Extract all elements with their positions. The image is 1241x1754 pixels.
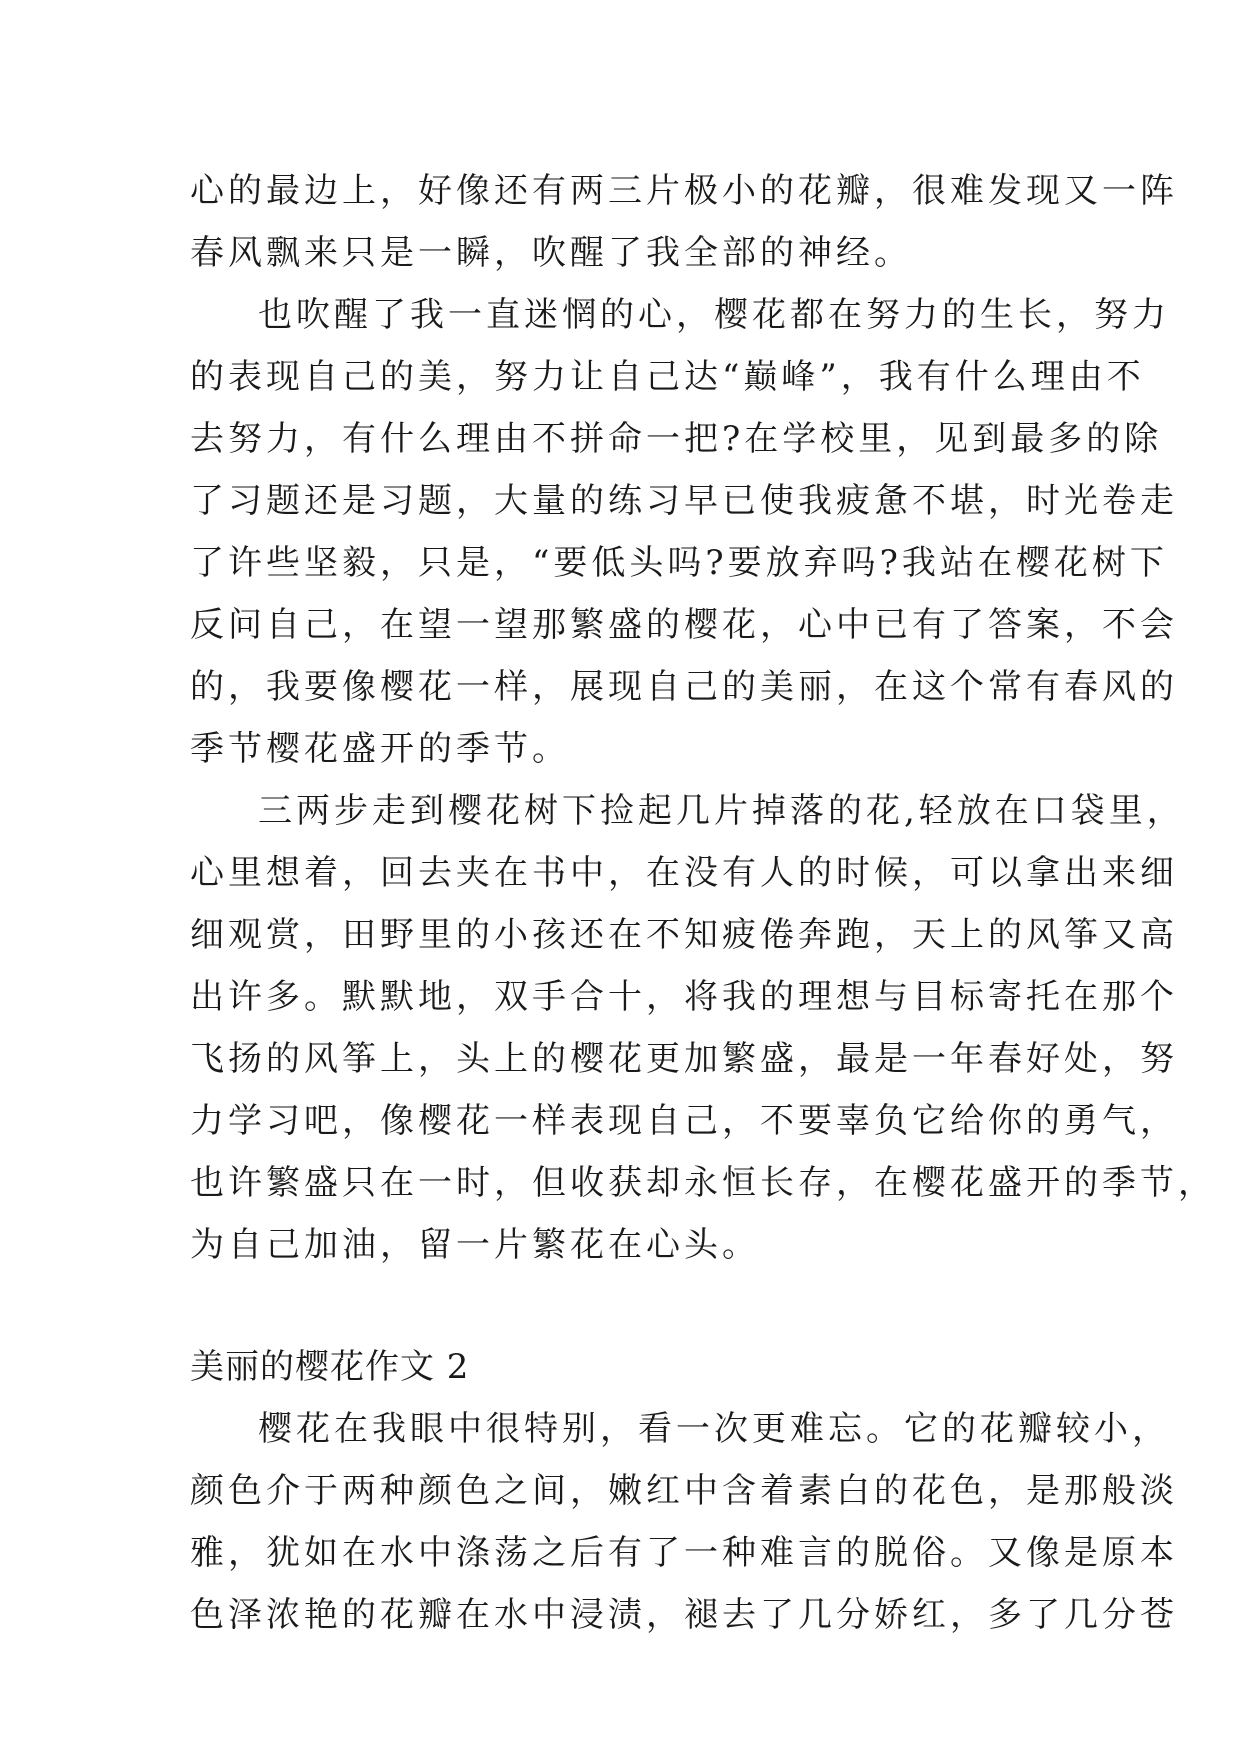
paragraph-line: 了许些坚毅，只是，“要低头吗?要放弃吗?我站在樱花树下	[190, 543, 1168, 583]
paragraph-line: 的，我要像樱花一样，展现自己的美丽，在这个常有春风的	[190, 667, 1178, 707]
paragraph-line: 心的最边上，好像还有两三片极小的花瓣，很难发现又一阵	[190, 171, 1178, 211]
paragraph-line: 了习题还是习题，大量的练习早已使我疲惫不堪，时光卷走	[190, 481, 1178, 521]
paragraph-line: 为自己加油，留一片繁花在心头。	[190, 1225, 760, 1265]
paragraph-line: 的表现自己的美，努力让自己达“巅峰”，我有什么理由不	[190, 357, 1145, 397]
document-body	[190, 160, 1216, 1646]
paragraph-line: 樱花在我眼中很特别，看一次更难忘。它的花瓣较小，	[258, 1409, 1170, 1449]
paragraph-line: 反问自己，在望一望那繁盛的樱花，心中已有了答案，不会	[190, 605, 1178, 645]
paragraph-line: 颜色介于两种颜色之间，嫩红中含着素白的花色，是那般淡	[190, 1471, 1178, 1511]
paragraph-line: 季节樱花盛开的季节。	[190, 729, 570, 769]
paragraph-line: 三两步走到樱花树下捡起几片掉落的花,轻放在口袋里，	[258, 791, 1185, 831]
paragraph-line: 也吹醒了我一直迷惘的心，樱花都在努力的生长，努力	[258, 295, 1170, 335]
paragraph-line: 心里想着，回去夹在书中，在没有人的时候，可以拿出来细	[190, 853, 1178, 893]
paragraph-line: 雅，犹如在水中涤荡之后有了一种难言的脱俗。又像是原本	[190, 1533, 1178, 1573]
paragraph-line: 力学习吧，像樱花一样表现自己，不要辜负它给你的勇气，	[190, 1101, 1178, 1141]
paragraph-line: 飞扬的风筝上，头上的樱花更加繁盛，最是一年春好处，努	[190, 1039, 1178, 1079]
paragraph-line: 春风飘来只是一瞬，吹醒了我全部的神经。	[190, 233, 912, 273]
paragraph-line: 出许多。默默地，双手合十，将我的理想与目标寄托在那个	[190, 977, 1178, 1017]
section-spacer	[190, 1276, 1070, 1336]
paragraph-line: 色泽浓艳的花瓣在水中浸渍，褪去了几分娇红，多了几分苍	[190, 1595, 1178, 1635]
paragraph-line: 也许繁盛只在一时，但收获却永恒长存，在樱花盛开的季节，	[190, 1163, 1216, 1203]
section-heading: 美丽的樱花作文 2	[190, 1347, 470, 1387]
paragraph-line: 去努力，有什么理由不拼命一把?在学校里，见到最多的除	[190, 419, 1163, 459]
paragraph-line: 细观赏，田野里的小孩还在不知疲倦奔跑，天上的风筝又高	[190, 915, 1178, 955]
